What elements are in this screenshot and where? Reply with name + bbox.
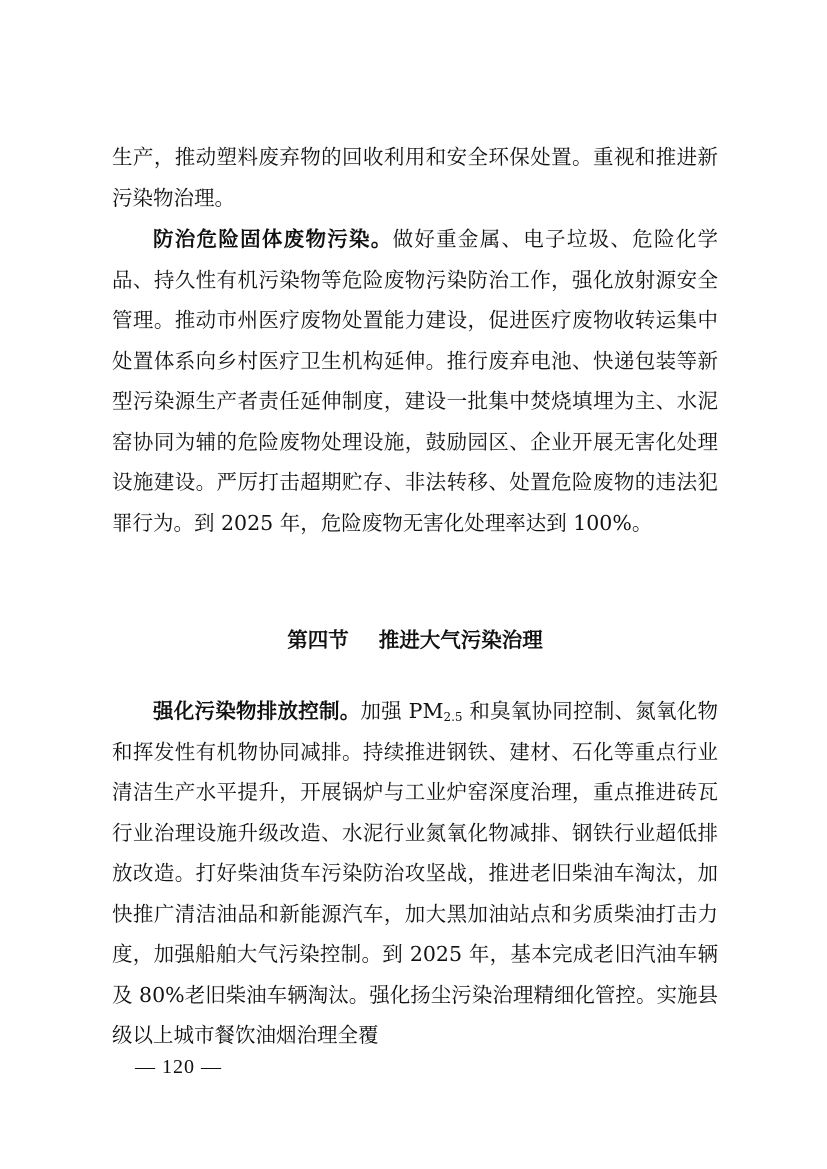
section-title: 推进大气污染治理 xyxy=(378,628,543,652)
paragraph-hazardous-waste xyxy=(112,219,718,543)
paragraph-text: 生产，推动塑料废弃物的回收利用和安全环保处置。重视和推进新污染物治理。 xyxy=(112,145,718,210)
paragraph-lead-heading: 强化污染物排放控制。 xyxy=(153,699,361,723)
page-number: — 120 — xyxy=(135,1056,222,1078)
paragraph-body xyxy=(112,219,718,543)
paragraph-text-rest: 和臭氧协同控制、氮氧化物和挥发性有机物协同减排。持续推进钢铁、建材、石化等重点行业清洁生产水平提升，开展锅炉与工业炉窑深度治理，重点推进砖瓦行业治理设施升级改造、水泥行业氮氧化物减排、钢铁行业超低排放改造。打好柴油货车污染防治攻坚战，推进老旧柴油车淘汰，加快推广清洁油品和新能源汽车，加大黑加油站点和劣质柴油打击力度，加强船舶大气污染控制。到 2025 年，基本完成老旧汽油车辆及 80%老旧柴油车辆淘汰。强化扬尘污染治理精细化管控。实施县级以上城市餐饮油烟治理全覆 xyxy=(112,699,718,1047)
paragraph-lead-heading: 防治危险固体废物污染。 xyxy=(153,227,393,251)
paragraph-emission-control xyxy=(112,691,718,1056)
paragraph-continuation xyxy=(112,137,718,218)
pm-subscript: 2.5 xyxy=(443,710,463,724)
paragraph-text: 做好重金属、电子垃圾、危险化学品、持久性有机污染物等危险废物污染防治工作，强化放射源安全管理。推动市州医疗废物处置能力建设，促进医疗废物收转运集中处置体系向乡村医疗卫生机构延伸。推行废弃电池、快递包装等新型污染源生产者责任延伸制度，建设一批集中焚烧填埋为主、水泥窑协同为辅的危险废物处理设施，鼓励园区、企业开展无害化处理设施建设。严厉打击超期贮存、非法转移、处置危险废物的违法犯罪行为。到 2025 年，危险废物无害化处理率达到 100%。 xyxy=(112,227,719,535)
paragraph-text-start: 加强 PM xyxy=(360,699,444,723)
section-number: 第四节 xyxy=(287,628,349,652)
section-heading xyxy=(112,620,718,660)
paragraph-body xyxy=(112,691,718,1056)
